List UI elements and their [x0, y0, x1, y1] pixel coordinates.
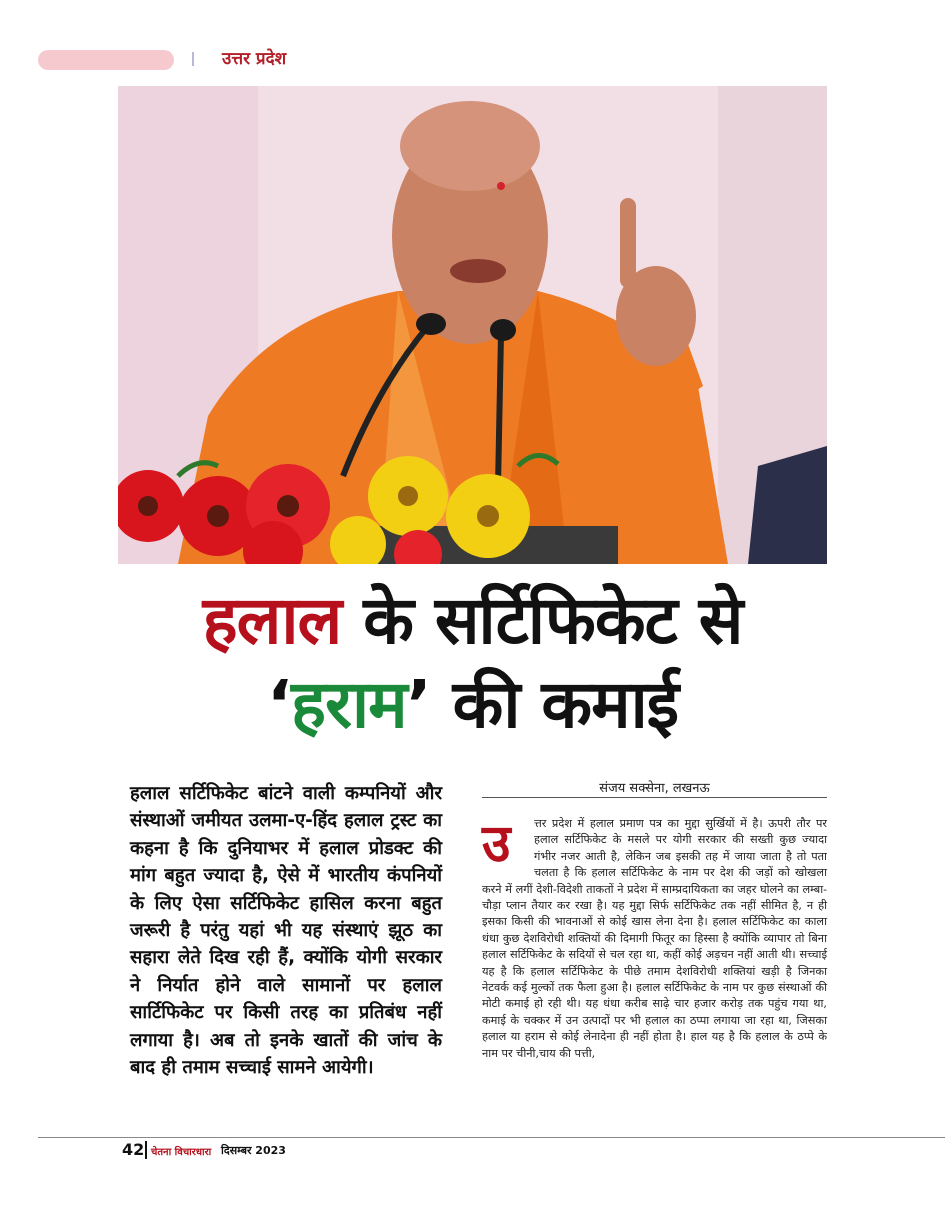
- headline-line-2: [0, 666, 945, 743]
- headline-quote-open: ‘: [266, 666, 291, 743]
- article-photo: [118, 86, 827, 564]
- issue-date: दिसम्बर 2023: [221, 1144, 286, 1157]
- header-separator: [192, 52, 194, 66]
- magazine-logo: चेतना विचारधारा: [151, 1147, 212, 1158]
- section-title: उत्तर प्रदेश: [222, 49, 287, 69]
- headline-line-1-rest: के सर्टिफिकेट से: [341, 582, 743, 659]
- headline-line-2-rest: की कमाई: [430, 666, 679, 743]
- page-number: 42: [122, 1140, 145, 1159]
- footer-rule: [38, 1137, 945, 1138]
- footer-separator: [145, 1141, 147, 1159]
- headline-word-halal: हलाल: [202, 582, 342, 659]
- header-decorative-pill: [38, 50, 174, 70]
- headline-word-haram: हराम: [290, 666, 407, 743]
- article-body: [482, 816, 827, 1062]
- byline-rule: [482, 797, 827, 798]
- byline: संजय सक्सेना, लखनऊ: [599, 781, 710, 796]
- article-body-text: त्तर प्रदेश में हलाल प्रमाण पत्र का मुद्दा सुर्खियों में है। ऊपरी तौर पर हलाल सर्टिफिकेट के मसले पर योगी सरकार की सख्ती कुछ ज्यादा गंभीर नजर आती है, लेकिन जब इसकी तह में जाया जाता है तो पता चलता है कि हलाल सर्टिफिकेट के नाम पर देश की जड़ों को खोखला करने में लगीं देशी-विदेशी ताकतों ने प्रदेश में साम्प्रदायिकता का जहर घोलने का लम्बा-चौड़ा प्लान तैयार कर रखा है। यह मुद्दा सिर्फ सर्टिफिकेट तक नहीं सीमित है, न ही इसका किसी की भावनाओं से कोई खास लेना देना है। हलाल सर्टिफिकेट का काला धंधा कुछ देशविरोधी शक्तियों की दिमागी फितूर का हिस्सा है क्योंकि व्यापार तो बिना हलाल सर्टिफिकेट के सदियों से चल रहा था, कहीं कोई अड़चन नहीं आती थी। सच्चाई यह है कि हलाल सर्टिफिकेट के पीछे तमाम देशविरोधी शक्तियां खड़ी है जिनका नेटवर्क कई मुल्कों तक फैला हुआ है। हलाल सर्टिफिकेट के नाम पर कुछ संस्थाओं की मोटी कमाई हो रही थी। यह धंधा करीब साढ़े चार हजार करोड़ तक पहुंच गया था, कमाई के चक्कर में उन उत्पादों पर भी हलाल का ठप्पा लगाया जा रहा था, जिसका हलाल या हराम से कोई लेनादेना ही नहीं होता है। हाल यह है कि हलाल के ठप्पे के नाम पर चीनी,चाय की पत्ती,: [482, 817, 827, 1060]
- drop-cap: उ: [482, 814, 511, 874]
- headline-quote-close: ’: [406, 666, 431, 743]
- summary-paragraph: हलाल सर्टिफिकेट बांटने वाली कम्पनियों और संस्थाओं जमीयत उलमा-ए-हिंद हलाल ट्रस्ट का कहना है कि दुनियाभर में हलाल प्रोडक्ट की मांग बहुत ज्यादा है, ऐसे में भारतीय कंपनियों के लिए ऐसा सर्टिफिकेट हासिल करना बहुत जरूरी है परंतु यहां भी यह संस्थाएं झूठ का सहारा लेते दिख रही हैं, क्योंकि योगी सरकार ने निर्यात होने वाले सामानों पर हलाल सार्टिफिकेट पर किसी तरह का प्रतिबंध नहीं लगाया है। अब तो इनके खातों की जांच के बाद ही तमाम सच्चाई सामने आयेगी।: [130, 783, 442, 1079]
- headline-line-1: [0, 582, 945, 659]
